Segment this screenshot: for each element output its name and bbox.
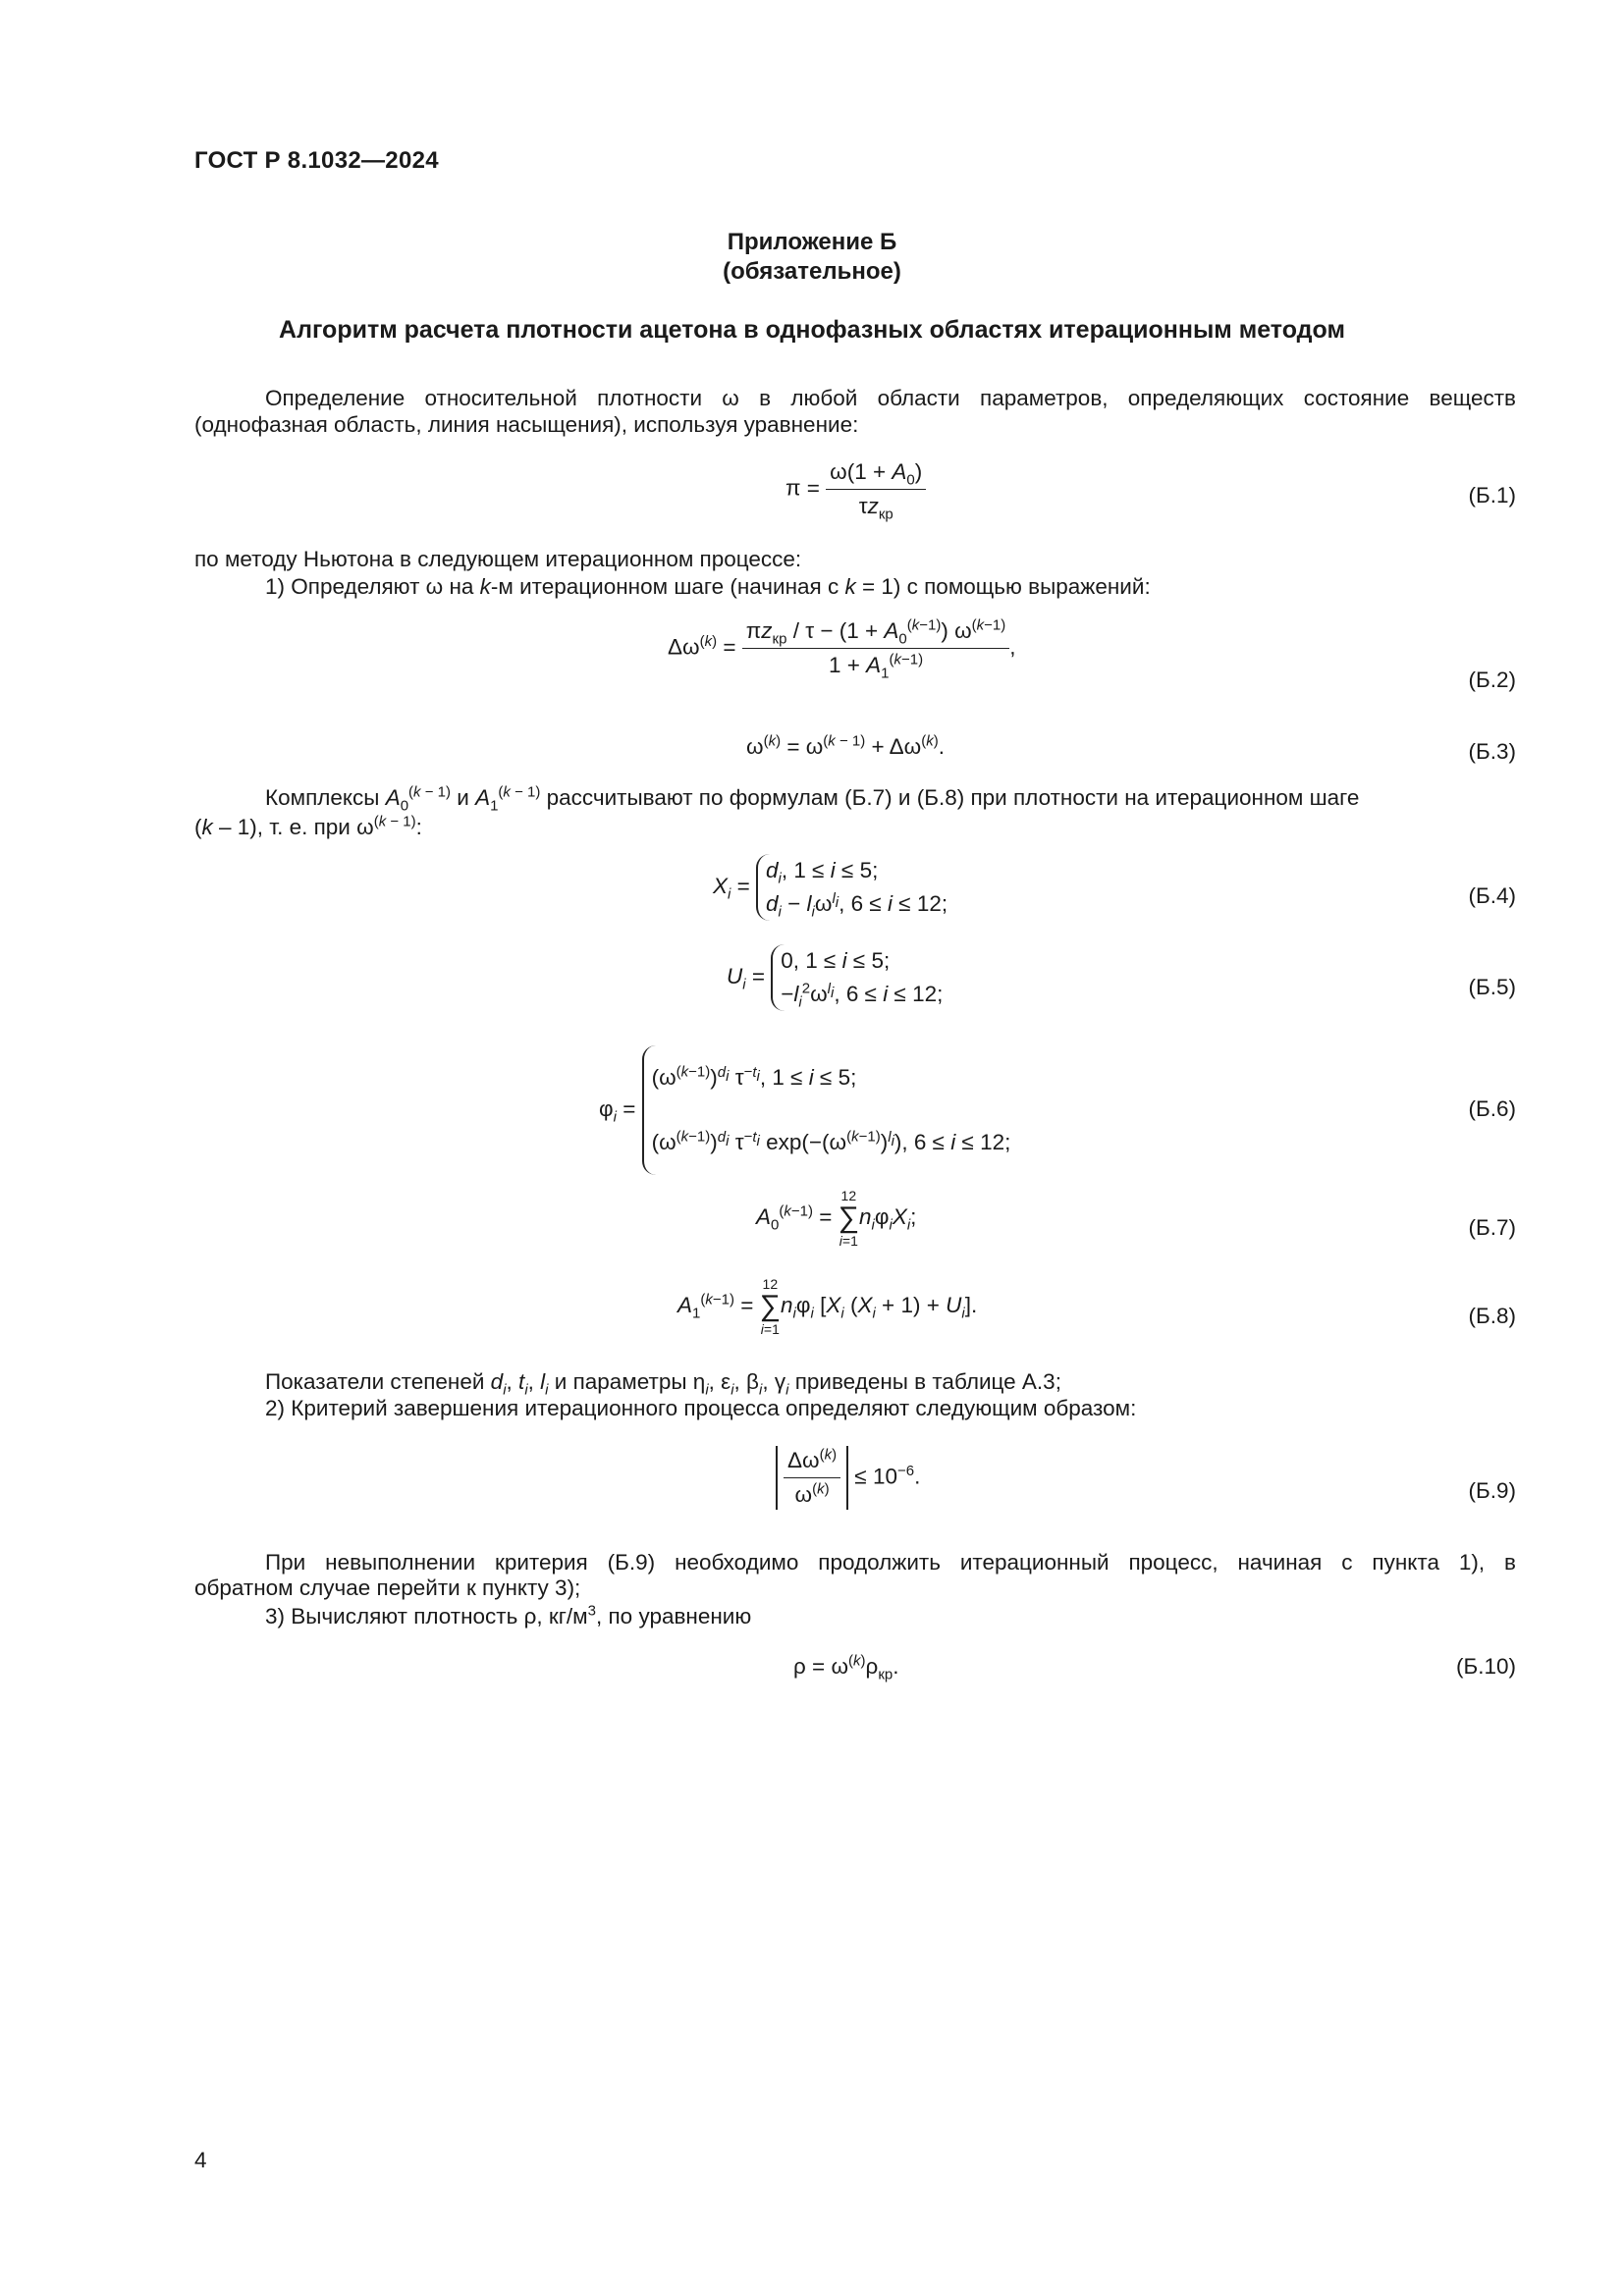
exponents-line: Показатели степеней $d_i$, $t_i$, $l_i$ и параметры $\eta_i$, $\varepsilon_i$, $\beta_i$, $\gamma_i$ приведены в таблице А.3; xyxy=(265,1369,1061,1399)
equation-b2: $\Delta\omega^{(k)}$ = $\frac{\pi z_{кр} / \tau - (1 + A_0^{(k-1)}) \omega^{(k-1)}}{1 + A_1^{(k-1)}}$ , xyxy=(668,616,1016,682)
equation-number-b4: (Б.4) xyxy=(1468,883,1516,908)
equation-b3: $\omega^{(k)} = \omega^{(k - 1)} + \Delta\omega^{(k)}$. xyxy=(746,732,945,759)
document-id: ГОСТ Р 8.1032—2024 xyxy=(194,147,439,174)
equation-number-b8: (Б.8) xyxy=(1468,1304,1516,1328)
step-3-line: 3) Вычисляют плотность ρ, $кг/м^3$, по уравнению xyxy=(265,1602,752,1629)
appendix-status: (обязательное) xyxy=(723,258,901,285)
appendix-label: Приложение Б xyxy=(727,229,897,255)
complexes-line-1: Комплексы $A_0^{(k - 1)}$ и $A_1^{(k - 1)}$ рассчитывают по формулам (Б.7) и (Б.8) при плотности на итерационном шаге xyxy=(265,783,1360,815)
equation-b6: $\varphi_i$ = $(\omega^{(k-1)})^{d_i}$ $\tau^{-t_i}$, 1 ≤ i ≤ 5; $(\omega^{(k-1)})^{d_i}$ $\tau^{-t_i}$ $\exp(-(\omega^{(k-1)})^{l_i})$, 6 ≤ i ≤ 12; xyxy=(599,1045,1010,1175)
intro-line-1: Определение относительной плотности ω в любой области параметров, определяющих состояние веществ xyxy=(265,386,1516,410)
newton-line: по методу Ньютона в следующем итерационном процессе: xyxy=(194,547,802,571)
equation-number-b6: (Б.6) xyxy=(1468,1096,1516,1121)
equation-number-b10: (Б.10) xyxy=(1455,1654,1516,1679)
equation-b9: $\frac{\Delta\omega^{(k)}}{\omega^{(k)}}$ ≤ $10^{-6}$. xyxy=(776,1446,920,1510)
step-2-line: 2) Критерий завершения итерационного процесса определяют следующим образом: xyxy=(265,1396,1137,1420)
section-title: Алгоритм расчета плотности ацетона в однофазных областях итерационным методом xyxy=(279,316,1345,344)
equation-b8: $A_1^{(k-1)}$ = 12 ∑ i=1 $n_i\varphi_i$ [$X_i$ $(X_i + 1) + U_i$]. xyxy=(677,1276,978,1337)
equation-number-b2: (Б.2) xyxy=(1468,667,1516,692)
failure-line-1: При невыполнении критерия (Б.9) необходимо продолжить итерационный процесс, начиная с пункта 1), в xyxy=(265,1550,1516,1575)
intro-line-2: (однофазная область, линия насыщения), используя уравнение: xyxy=(194,412,859,437)
equation-number-b1: (Б.1) xyxy=(1468,483,1516,507)
equation-b5: $U_i$ = 0, 1 ≤ i ≤ 5; $-l_i^2\omega^{l_i}$, 6 ≤ i ≤ 12; xyxy=(727,944,943,1011)
page-number: 4 xyxy=(194,2148,207,2172)
complexes-line-2: (k – 1), т. е. при $\omega^{(k - 1)}$: xyxy=(194,813,422,839)
equation-b7: $A_0^{(k-1)}$ = 12 ∑ i=1 $n_i\varphi_iX_i$; xyxy=(756,1188,917,1249)
equation-number-b5: (Б.5) xyxy=(1468,975,1516,999)
equation-number-b9: (Б.9) xyxy=(1468,1478,1516,1503)
step-1-line: 1) Определяют ω на k-м итерационном шаге (начиная с k = 1) с помощью выражений: xyxy=(265,574,1151,599)
equation-b1: π = $\frac{\omega(1 + A_0)}{\tau z_{кр}}$ xyxy=(785,459,926,519)
appendix-heading xyxy=(0,228,1624,287)
equation-b10: $\rho = \omega^{(k)}\rho_{кр}$. xyxy=(793,1652,899,1683)
equation-number-b3: (Б.3) xyxy=(1468,739,1516,764)
failure-line-2: обратном случае перейти к пункту 3); xyxy=(194,1575,581,1600)
equation-b4: $X_i$ = $d_i$, 1 ≤ i ≤ 5; $d_i - l_i\omega^{l_i}$, 6 ≤ i ≤ 12; xyxy=(713,854,947,921)
equation-number-b7: (Б.7) xyxy=(1468,1215,1516,1240)
